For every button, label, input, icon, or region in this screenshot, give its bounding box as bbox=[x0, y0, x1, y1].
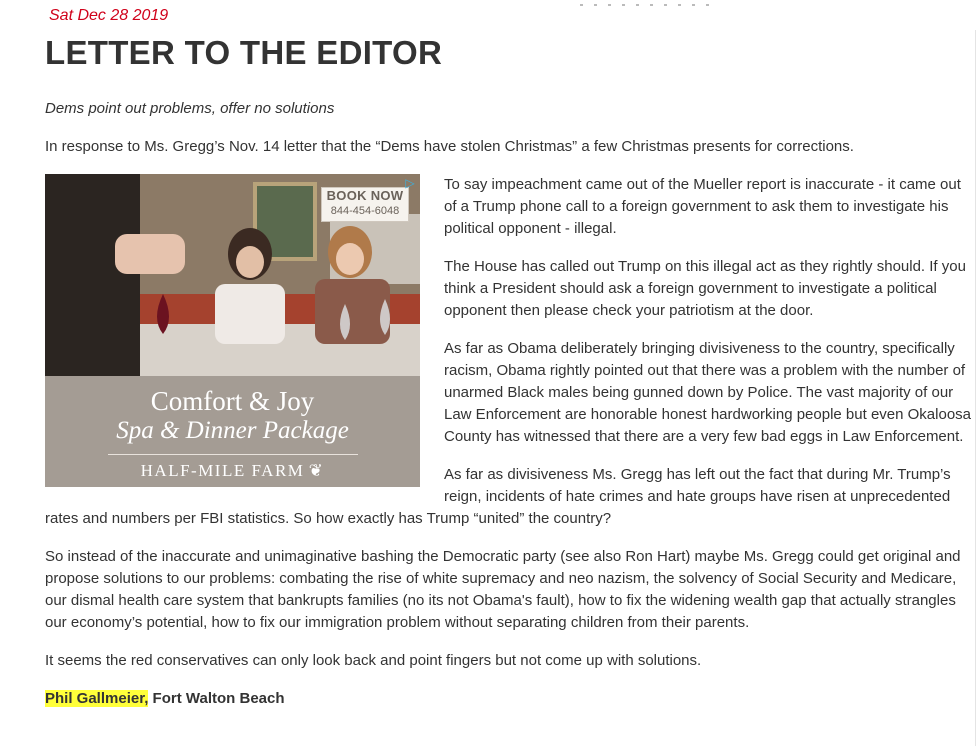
adchoices-icon[interactable]: ▷ bbox=[405, 176, 415, 190]
publish-date: Sat Dec 28 2019 bbox=[49, 7, 169, 24]
paragraph: As far as divisiveness Ms. Gregg has left out the fact that during Mr. Trump’s reign, incidents of hate crimes and hate groups have risen at unprecedented rates and numbers per FBI statistics. So how exactly has Trump “united” the country? bbox=[45, 466, 951, 527]
ad-caption bbox=[45, 376, 420, 487]
ad-title: Comfort & Joy bbox=[150, 386, 315, 416]
leaf-icon: ❦ bbox=[308, 461, 325, 480]
phone-number: 844-454-6048 bbox=[330, 205, 400, 217]
paragraph: In response to Ms. Gregg’s Nov. 14 letter that the “Dems have stolen Christmas” a few Christmas presents for corrections. bbox=[45, 138, 854, 155]
ad-brand: HALF-MILE FARM bbox=[140, 461, 305, 480]
author-location: Fort Walton Beach bbox=[148, 690, 285, 707]
subheadline: Dems point out problems, offer no solutions bbox=[45, 100, 335, 117]
book-now-button[interactable] bbox=[321, 187, 409, 222]
author-name: Phil Gallmeier, bbox=[45, 690, 149, 707]
ad-subtitle: Spa & Dinner Package bbox=[116, 417, 349, 444]
headline: LETTER TO THE EDITOR bbox=[45, 34, 443, 71]
paragraph: To say impeachment came out of the Mueller report is inaccurate - it came out of a Trump phone call to a foreign government to ask them to investigate his political opponent - illegal. bbox=[444, 176, 961, 237]
paragraph: So instead of the inaccurate and unimaginative bashing the Democratic party (see also Ron Hart) maybe Ms. Gregg could get original and propose solutions to our problems: combating the rise of white supremacy and neo nazism, the solvency of Social Security and Medicare, our dismal health care system that bankrupts families (no its not Obama's fault), how to fix the widening wealth gap that actually strangles our economy’s potential, how to fix our immigration problem without separating children from their parents. bbox=[45, 548, 961, 631]
advertisement[interactable] bbox=[45, 174, 420, 487]
paragraph: It seems the red conservatives can only look back and point fingers but not come up with solutions. bbox=[45, 652, 702, 669]
article-body bbox=[45, 98, 975, 726]
ad-divider bbox=[108, 454, 358, 455]
signature bbox=[45, 688, 975, 710]
top-divider bbox=[580, 4, 710, 6]
book-now-label: BOOK NOW bbox=[326, 188, 404, 203]
paragraph: The House has called out Trump on this illegal act as they rightly should. If you think a President should ask a foreign government to investigate a political opponent then please check your patriotism at the door. bbox=[444, 258, 966, 319]
paragraph: As far as Obama deliberately bringing divisiveness to the country, specifically racism, Obama rightly pointed out that there was a problem with the number of unarmed Black males being gunned down by Police. The vast majority of our Law Enforcement are honorable honest hardworking people but even Okaloosa County has witnessed that there are a very few bad eggs in Law Enforcement. bbox=[444, 340, 972, 445]
